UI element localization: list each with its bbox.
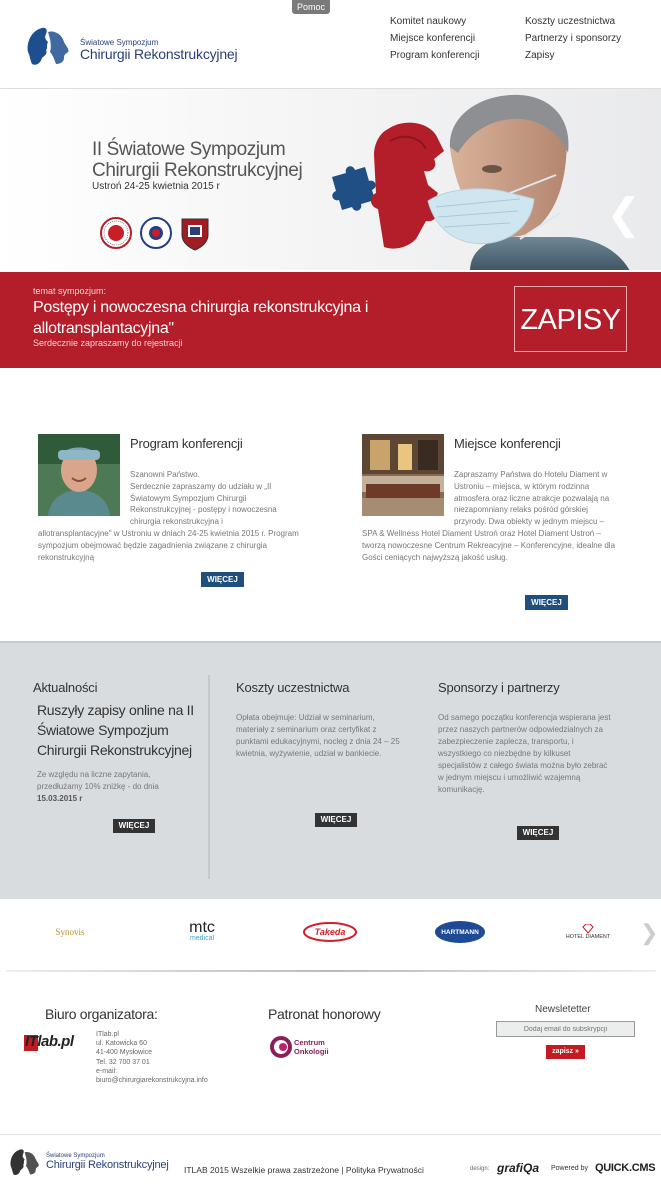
news-date: 15.03.2015 r — [37, 794, 83, 803]
powered-by-label: Powered by — [551, 1165, 588, 1172]
program-photo — [38, 434, 120, 516]
newsletter-email-input[interactable] — [496, 1021, 635, 1037]
partner-hotel-diament[interactable] — [558, 918, 618, 946]
theme-band — [0, 272, 661, 368]
nav-partnerzy-sponsorzy[interactable]: Partnerzy i sponsorzy — [525, 33, 622, 44]
quickcms-logo[interactable]: QUICK.CMS — [595, 1162, 656, 1174]
footer-bar — [0, 1134, 661, 1200]
organizer-address: ITlab.pl ul. Katowicka 60 41-400 Mysłowice Tel. 32 700 37 01 e-mail: biuro@chirurgiarekonstrukcyjna.info — [96, 1031, 208, 1085]
oncology-line2: Onkologii — [294, 1047, 329, 1056]
news-more-button[interactable]: WIĘCEJ — [113, 819, 155, 833]
section-separator — [6, 970, 656, 972]
privacy-policy-link[interactable]: Polityka Prywatności — [345, 1165, 424, 1175]
designer-logo[interactable]: grafiQa — [497, 1161, 540, 1175]
takeda-logo-text: Takeda — [314, 927, 346, 937]
hero-title-line1: II Światowe Sympozjum — [92, 139, 286, 160]
diament-logo-text: HOTEL DIAMENT — [565, 934, 611, 940]
theme-subtitle: Serdecznie zapraszamy do rejestracji — [33, 338, 183, 348]
oncology-ribbon-icon — [270, 1036, 292, 1066]
program-heading: Program konferencji — [130, 436, 243, 451]
costs-text: Opłata obejmuje: Udział w seminarium, materiały z seminarium oraz certyfikat z punktami edukacyjnymi, nocleg z dnia 24 – 25 kwietnia, wyżywienie, udział w bankiecie. — [236, 713, 400, 758]
costs-heading: Koszty uczestnictwa — [236, 680, 350, 695]
oncology-line1: Centrum — [294, 1038, 325, 1047]
program-text-2: allotransplantacyjne" w Ustroniu w dniach 24-25 kwietnia 2015 r. Program sympozjum obejmować będzie zagadnienia związane z chirurgia rekonstrukcyjną — [38, 529, 299, 562]
program-more-button[interactable]: WIĘCEJ — [201, 572, 244, 587]
venue-heading: Miejsce konferencji — [454, 436, 561, 451]
newsletter-heading: Newsletetter — [535, 1004, 591, 1015]
copyright-label: ITLAB 2015 Wszelkie prawa zastrzeżone | — [184, 1165, 346, 1175]
hartmann-logo-text: HARTMANN — [441, 928, 479, 936]
footer-logo-big: Chirurgii Rekonstrukcyjnej — [46, 1159, 169, 1171]
diamond-icon — [582, 924, 594, 934]
venue-text-2: SPA & Wellness Hotel Diament Ustroń oraz Hotel Diament Ustroń – tworzą nowoczesne Centrum Rekreacyjne – Konferencyjne, idealne dla Gości ceniących najwyższą jakość usług. — [362, 529, 616, 562]
slider-prev-arrow[interactable]: ❮ — [606, 190, 642, 237]
society-seal-1 — [100, 217, 132, 249]
site-logo[interactable] — [24, 24, 244, 68]
register-button[interactable]: ZAPISY — [514, 286, 627, 352]
footer-logo-small: Światowe Sympozjum — [46, 1153, 105, 1159]
help-tab[interactable]: Pomoc — [292, 0, 330, 14]
nav-komitet-naukowy[interactable]: Komitet naukowy — [390, 16, 467, 27]
logo-big-text: Chirurgii Rekonstrukcyjnej — [80, 46, 238, 62]
newsletter-subscribe-button[interactable]: zapisz » — [546, 1045, 585, 1059]
venue-more-button[interactable]: WIĘCEJ — [525, 595, 568, 610]
mtc-logo-subtext: medical — [189, 935, 215, 942]
oncology-logo-text — [294, 1038, 329, 1056]
nav-koszty-uczestnictwa[interactable]: Koszty uczestnictwa — [525, 16, 616, 27]
partner-synovis[interactable] — [40, 918, 100, 946]
nav-miejsce-konferencji[interactable]: Miejsce konferencji — [390, 33, 476, 44]
design-label: design: — [470, 1166, 490, 1172]
surgeon-puzzle-illustration — [320, 89, 661, 270]
partner-logos — [0, 902, 661, 970]
logo-small-text: Światowe Sympozjum — [80, 38, 159, 47]
partners-next-arrow[interactable]: ❯ — [640, 920, 659, 945]
itlab-logo[interactable] — [24, 1033, 84, 1053]
partner-mtc-medical[interactable] — [172, 918, 232, 946]
news-band — [0, 641, 661, 899]
centrum-onkologii-logo[interactable] — [270, 1036, 390, 1076]
column-divider — [208, 675, 210, 879]
organizer-heading: Biuro organizatora: — [45, 1006, 158, 1022]
hero-banner — [0, 88, 661, 270]
footer-head-profile-icon — [8, 1145, 44, 1179]
news-text — [37, 769, 187, 805]
society-seal-2 — [140, 217, 172, 249]
program-text-1: Szanowni Państwo. Serdecznie zapraszamy do udziału w „II Światowym Sympozjum Chirurgii Rekonstrukcyjnej - postępy i nowoczesna chirurgia rekonstrukcyjna i — [130, 470, 277, 527]
sponsors-more-button[interactable]: WIĘCEJ — [517, 826, 559, 840]
news-text-body: Ze względu na liczne zapytania, przedłużamy 10% zniżkę - do dnia — [37, 770, 159, 791]
hero-title-line2: Chirurgii Rekonstrukcyjnej — [92, 160, 303, 181]
nav-program-konferencji[interactable]: Program konferencji — [390, 50, 480, 61]
synovis-logo-text: Synovis — [55, 927, 85, 937]
sponsors-text: Od samego początku konferencja wspierana jest przez naszych partnerów odpowiedzialnych za zabezpieczenie zaplecza, transportu, i wszystkiego co niezbędne by kilkuset specjalistów z całego świata można było zebrać w jednym miejscu i umożliwić wzajemną komunikację. — [438, 713, 611, 794]
news-heading: Aktualności — [33, 680, 98, 695]
costs-more-button[interactable]: WIĘCEJ — [315, 813, 357, 827]
head-profile-icon — [24, 24, 76, 68]
nav-zapisy[interactable]: Zapisy — [525, 50, 555, 61]
sponsors-heading: Sponsorzy i partnerzy — [438, 680, 560, 695]
mtc-logo-text: mtc — [189, 919, 215, 936]
patronage-heading: Patronat honorowy — [268, 1006, 381, 1022]
venue-text-1: Zapraszamy Państwa do Hotelu Diament w Ustroniu – miejsca, w którym rodzinna atmosfera oraz liczne atrakcje pozwalają na niezapomniany relaks pośród górskiej przyrody. Dwa obiekty w jednym miejscu – — [454, 470, 610, 527]
partner-takeda[interactable] — [302, 918, 358, 946]
itlab-logo-text: ITlab.pl — [25, 1033, 74, 1050]
university-crest — [180, 217, 210, 251]
news-headline[interactable]: Ruszyły zapisy online na II Światowe Sympozjum Chirurgii Rekonstrukcyjnej — [37, 702, 194, 758]
partner-hartmann[interactable] — [434, 918, 486, 946]
theme-title: Postępy i nowoczesna chirurgia rekonstrukcyjna i allotransplantacyjna" — [33, 299, 369, 337]
hero-date: Ustroń 24-25 kwietnia 2015 r — [92, 181, 220, 192]
venue-photo — [362, 434, 444, 516]
copyright-text — [184, 1165, 424, 1175]
hero-title — [92, 139, 302, 181]
theme-kicker: temat sympozjum: — [33, 286, 107, 296]
